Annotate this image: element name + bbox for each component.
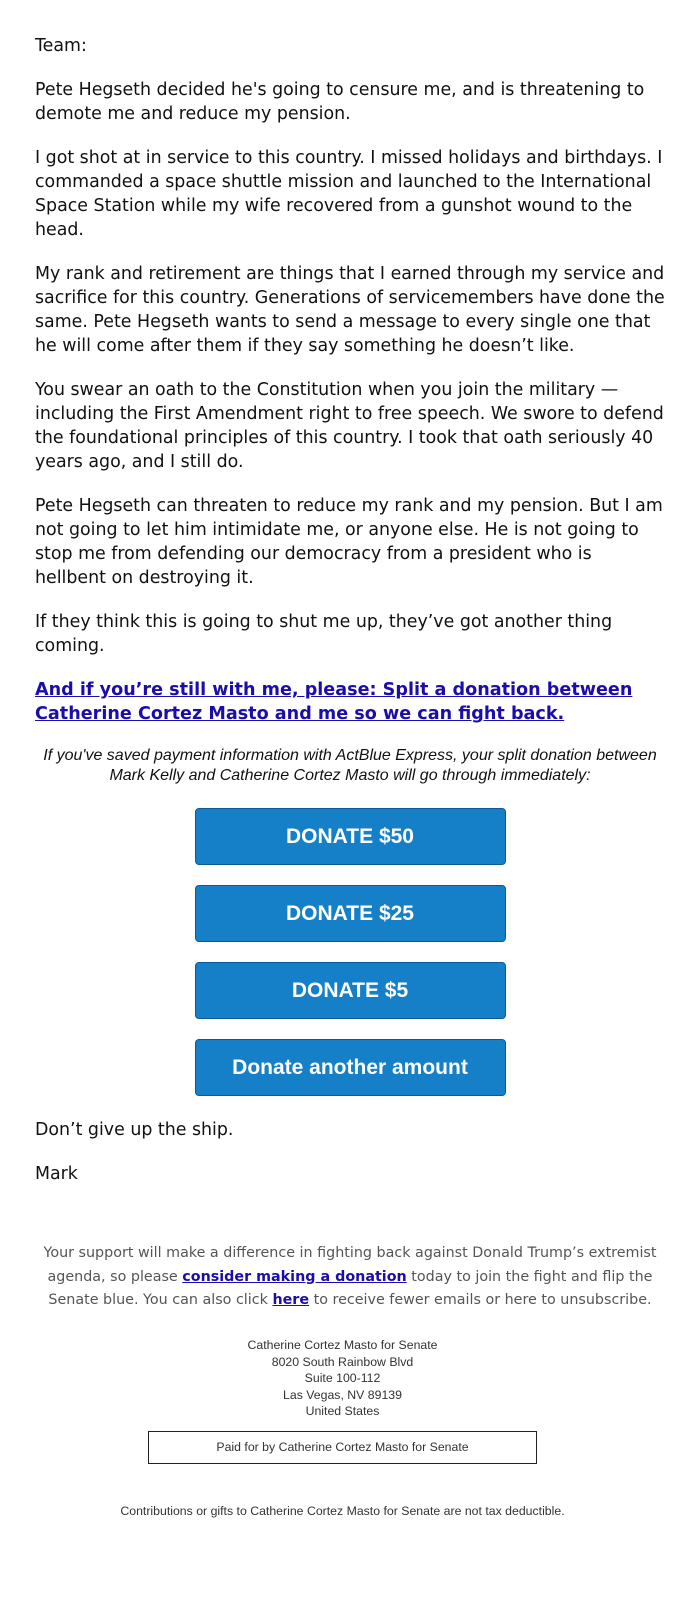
split-donation-link[interactable]: And if you’re still with me, please: Split a donation between Catherine Cortez Masto and me so we can fight back. [35, 680, 633, 724]
paid-for-disclaimer: Paid for by Catherine Cortez Masto for Senate [148, 1431, 537, 1464]
donate-other-amount-button[interactable]: Donate another amount [195, 1039, 506, 1096]
email-body [35, 34, 665, 1186]
footer-support-pre: Your support will make a difference in fighting back against Donald Trump’s extremist agenda, so please [43, 1245, 657, 1285]
footer-support-post: to receive fewer emails or here to unsubscribe. [309, 1292, 652, 1308]
mailing-address [0, 1337, 685, 1420]
body-paragraph-3: My rank and retirement are things that I earned through my service and sacrifice for this country. Generations of servicemembers have done the same. Pete Hegseth wants to send a message to every single one that he will come after them if they say something he doesn’t like. [35, 264, 665, 356]
footer-support-mid: today to join the fight and flip the Senate blue. You can also click [48, 1268, 653, 1308]
address-line: Las Vegas, NV 89139 [283, 1387, 402, 1402]
fewer-emails-link[interactable]: here [272, 1292, 310, 1308]
address-line: Suite 100-112 [304, 1371, 381, 1385]
body-paragraph-5: Pete Hegseth can threaten to reduce my rank and my pension. But I am not going to let him intimidate me, or anyone else. He is not going to stop me from defending our democracy from a president who is hellbent on destroying it. [35, 496, 663, 588]
body-paragraph-4: You swear an oath to the Constitution when you join the military — including the First Amendment right to free speech. We swore to defend the foundational principles of this country. I took that oath seriously 40 years ago, and I still do. [35, 380, 664, 472]
body-paragraph-2: I got shot at in service to this country. I missed holidays and birthdays. I commanded a space shuttle mission and launched to the International Space Station while my wife recovered from a gunshot wound to the head. [35, 148, 663, 240]
body-paragraph-6: If they think this is going to shut me up, they’ve got another thing coming. [35, 612, 613, 656]
greeting: Team: [35, 36, 87, 56]
signoff: Don’t give up the ship. [35, 1120, 234, 1140]
body-paragraph-1: Pete Hegseth decided he's going to censure me, and is threatening to demote me and reduce my pension. [35, 80, 645, 124]
address-line: 8020 South Rainbow Blvd [271, 1354, 414, 1369]
donate-50-button[interactable]: DONATE $50 [195, 808, 506, 865]
actblue-express-note: If you've saved payment information with ActBlue Express, your split donation between Mark Kelly and Catherine Cortez Masto will go through immediately: [43, 747, 657, 784]
donate-25-button[interactable]: DONATE $25 [195, 885, 506, 942]
signature: Mark [35, 1164, 78, 1184]
address-line: United States [305, 1404, 380, 1418]
address-line: Catherine Cortez Masto for Senate [247, 1338, 438, 1352]
donate-5-button[interactable]: DONATE $5 [195, 962, 506, 1019]
consider-donation-link[interactable]: consider making a donation [182, 1268, 407, 1285]
footer-support-text [30, 1242, 670, 1313]
tax-deductible-note: Contributions or gifts to Catherine Cortez Masto for Senate are not tax deductible. [120, 1504, 565, 1518]
